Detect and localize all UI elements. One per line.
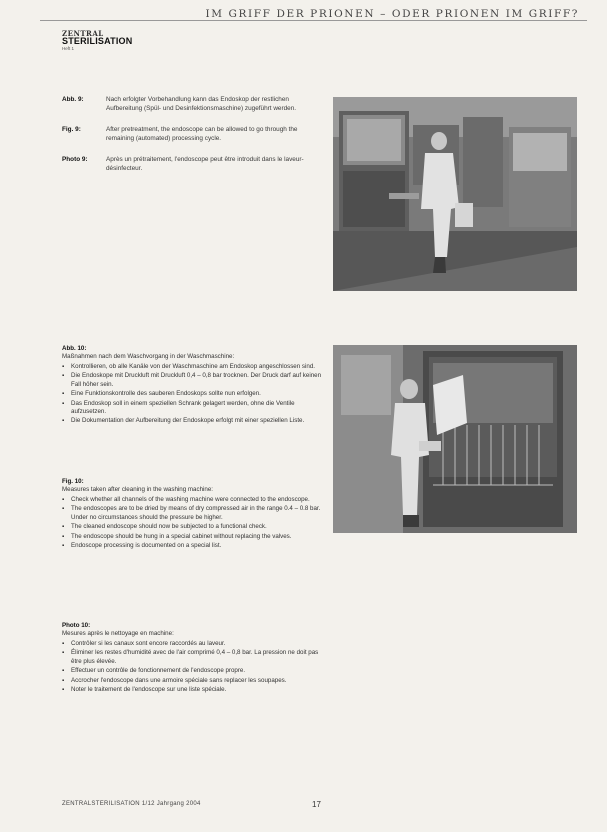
running-header: IM GRIFF DER PRIONEN – ODER PRIONEN IM GRIFF?: [205, 8, 579, 20]
instructions-french: [62, 622, 324, 694]
caption-text: After pretreatment, the endoscope can be allowed to go through the remaining (automated) processing cycle.: [106, 126, 298, 142]
instructions-german: [62, 345, 324, 426]
block-intro: Mesures après le nettoyage en machine:: [62, 630, 174, 638]
list-item: ▪ Eine Funktionskontrolle des sauberen Endoskops sollte nun erfolgen.: [62, 390, 324, 398]
block-heading: Photo 10:: [62, 622, 91, 629]
instructions-english: [62, 478, 324, 550]
caption-text: Après un prétraitement, l'endoscope peut être introduit dans le laveur-désinfecteur.: [106, 156, 304, 172]
footer-journal-info: ZENTRALSTERILISATION 1/12 Jahrgang 2004: [62, 801, 201, 807]
block-intro: Measures taken after cleaning in the washing machine:: [62, 486, 213, 494]
logo-main-text: STERILISATION: [62, 36, 133, 46]
block-heading: Abb. 10:: [62, 345, 87, 352]
instruction-list: [62, 640, 324, 695]
caption-label: Fig. 9:: [62, 126, 81, 133]
journal-logo: [62, 30, 132, 52]
instruction-list: [62, 363, 324, 426]
list-item: ▪ Die Dokumentation der Aufbereitung der Endoskope erfolgt mit einer speziellen Liste.: [62, 417, 324, 425]
caption-label: Photo 9:: [62, 156, 88, 163]
caption-photo-9: [62, 156, 324, 173]
list-item: ▪ Das Endoskop soll in einem speziellen Schrank gelagert werden, ohne die Ventile aufzusetzen.: [62, 400, 324, 417]
list-item: ▪ Endoscope processing is documented on a special list.: [62, 542, 324, 550]
caption-text: Nach erfolgter Vorbehandlung kann das Endoskop der restlichen Aufbereitung (Spül- und Desinfektionsmaschine) zugeführt werden.: [106, 96, 297, 112]
list-item: ▪ Kontrollieren, ob alle Kanäle von der Waschmaschine am Endoskop angeschlossen sind.: [62, 363, 324, 371]
list-item: ▪ Contrôler si les canaux sont encore raccordés au laveur.: [62, 640, 324, 648]
list-item: ▪ Accrocher l'endoscope dans une armoire spéciale sans replacer les soupapes.: [62, 677, 324, 685]
block-intro: Maßnahmen nach dem Waschvorgang in der Waschmaschine:: [62, 353, 235, 361]
page-number: 17: [312, 800, 321, 809]
caption-fig-9: [62, 126, 324, 143]
list-item: ▪ Éliminer les restes d'humidité avec de l'air comprimé 0,4 – 0,8 bar. La pression ne doit pas être plus élevée.: [62, 649, 324, 666]
list-item: ▪ The cleaned endoscope should now be subjected to a functional check.: [62, 523, 324, 531]
logo-sub-text: Heft 1: [62, 46, 75, 51]
block-heading: Fig. 10:: [62, 478, 84, 485]
photo-endoscope-washing-machine: [333, 345, 577, 533]
photo-endoscope-washer-room: [333, 97, 577, 291]
instruction-list: [62, 496, 324, 551]
list-item: ▪ The endoscopes are to be dried by means of dry compressed air in the range 0.4 – 0.8 bar. Under no circumstances should the pressure be higher.: [62, 505, 324, 522]
logo-top-text: ZENTRAL: [62, 29, 104, 38]
list-item: ▪ Noter le traitement de l'endoscope sur une liste spéciale.: [62, 686, 324, 694]
list-item: ▪ Check whether all channels of the washing machine were connected to the endoscope.: [62, 496, 324, 504]
list-item: ▪ Die Endoskope mit Druckluft mit Druckluft 0,4 – 0,8 bar trocknen. Der Druck darf auf keinen Fall höher sein.: [62, 372, 324, 389]
list-item: ▪ The endoscope should be hung in a special cabinet without replacing the valves.: [62, 533, 324, 541]
list-item: ▪ Effectuer un contrôle de fonctionnement de l'endoscope propre.: [62, 667, 324, 675]
caption-abb-9: [62, 96, 324, 113]
header-rule: [40, 20, 587, 21]
caption-label: Abb. 9:: [62, 96, 84, 103]
